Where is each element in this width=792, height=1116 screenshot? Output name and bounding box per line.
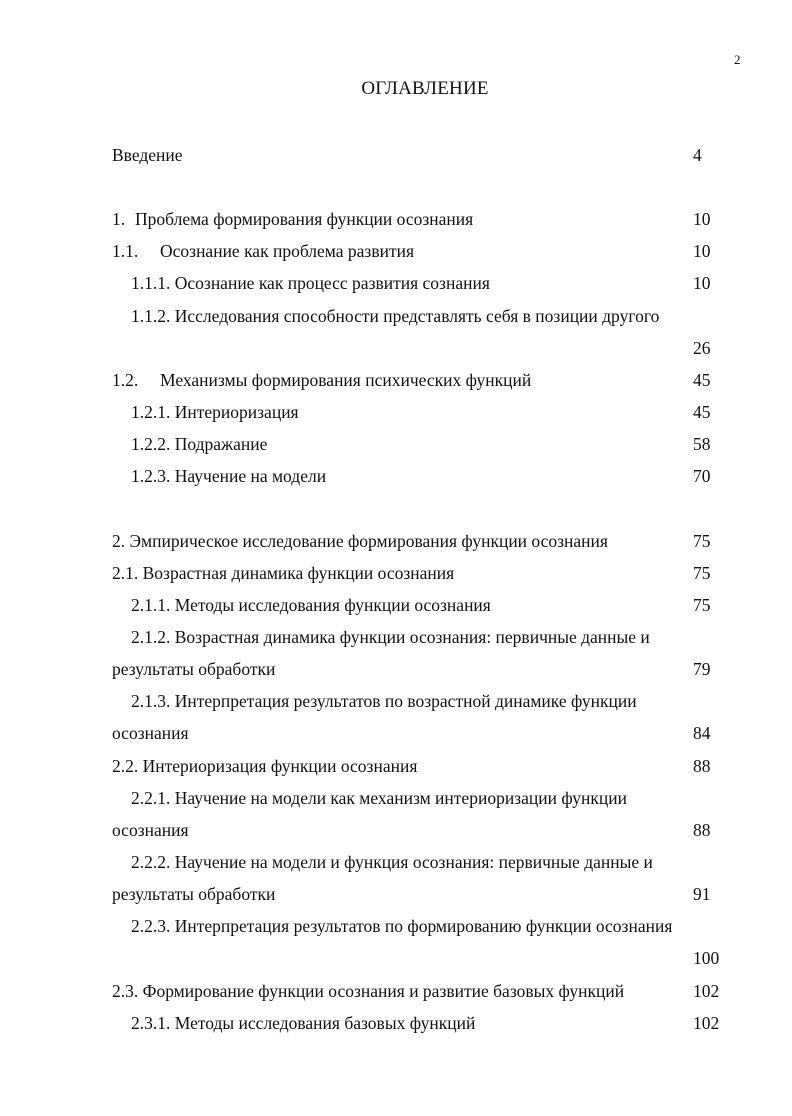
toc-entry-page: 75 — [693, 531, 711, 551]
toc-entry-number: 1.2. — [112, 370, 139, 390]
toc-entry-title: Механизмы формирования психических функций — [160, 370, 532, 390]
toc-entry-page: 102 — [693, 981, 720, 1001]
toc-entry-subsection-2-3-1: 2.3.1. Методы исследования базовых функций — [131, 1013, 476, 1033]
toc-entry-section-2-3: 2.3. Формирование функции осознания и развитие базовых функций — [112, 981, 625, 1001]
toc-entry-page: 102 — [693, 1013, 720, 1033]
toc-entry-title: Проблема формирования функции осознания — [135, 209, 474, 229]
toc-entry-subsection-2-2-1: 2.2.1. Научение на модели как механизм интериоризации функции — [131, 788, 627, 808]
toc-entry-intro — [112, 144, 183, 166]
toc-entry-subsection-1-1-2: 1.1.2. Исследования способности представлять себя в позиции другого — [131, 306, 660, 326]
toc-entry-subsection-2-1-2: 2.1.2. Возрастная динамика функции осознания: первичные данные и — [131, 627, 650, 647]
toc-entry-subsection-2-2-3: 2.2.3. Интерпретация результатов по формированию функции осознания — [131, 916, 673, 936]
toc-entry-subsection-2-2-2-cont: результаты обработки — [112, 884, 276, 904]
toc-entry-chapter-1 — [112, 208, 473, 230]
toc-entry-subsection-2-1-1: 2.1.1. Методы исследования функции осознания — [131, 595, 491, 615]
toc-entry-page: 58 — [693, 434, 711, 454]
toc-entry-page: 45 — [693, 370, 711, 390]
toc-entry-number: 1.1. — [112, 241, 139, 261]
toc-entry-page: 100 — [693, 948, 720, 968]
toc-entry-subsection-1-2-3: 1.2.3. Научение на модели — [131, 466, 327, 486]
toc-entry-subsection-2-1-2-cont: результаты обработки — [112, 659, 276, 679]
toc-entry-subsection-1-1-1: 1.1.1. Осознание как процесс развития сознания — [131, 273, 490, 293]
toc-entry-page: 75 — [693, 595, 711, 615]
toc-entry-page: 10 — [693, 209, 711, 229]
toc-entry-page: 88 — [693, 820, 711, 840]
toc-entry-section-2-2: 2.2. Интериоризация функции осознания — [112, 756, 418, 776]
toc-entry-page: 26 — [693, 338, 711, 358]
toc-entry-page: 91 — [693, 884, 711, 904]
toc-entry-chapter-2: 2. Эмпирическое исследование формирования функции осознания — [112, 531, 608, 551]
toc-entry-subsection-1-2-2: 1.2.2. Подражание — [131, 434, 268, 454]
toc-entry-page: 45 — [693, 402, 711, 422]
toc-entry-title: Осознание как проблема развития — [160, 241, 415, 261]
page-number: 2 — [734, 52, 741, 67]
toc-entry-page: 4 — [693, 145, 702, 165]
toc-entry-page: 10 — [693, 241, 711, 261]
toc-entry-number: 1. — [112, 209, 126, 229]
toc-entry-section-1-1 — [112, 240, 414, 262]
toc-entry-subsection-1-2-1: 1.2.1. Интериоризация — [131, 402, 299, 422]
toc-entry-section-1-2 — [112, 369, 531, 391]
toc-entry-section-2-1: 2.1. Возрастная динамика функции осознания — [112, 563, 455, 583]
toc-entry-title: Введение — [112, 145, 183, 165]
toc-entry-subsection-2-2-1-cont: осознания — [112, 820, 189, 840]
page-title: ОГЛАВЛЕНИЕ — [361, 78, 489, 99]
toc-entry-page: 10 — [693, 273, 711, 293]
toc-entry-page: 70 — [693, 466, 711, 486]
toc-entry-page: 75 — [693, 563, 711, 583]
toc-entry-subsection-2-2-2: 2.2.2. Научение на модели и функция осознания: первичные данные и — [131, 852, 653, 872]
toc-entry-page: 88 — [693, 756, 711, 776]
toc-entry-page: 79 — [693, 659, 711, 679]
toc-entry-subsection-2-1-3: 2.1.3. Интерпретация результатов по возрастной динамике функции — [131, 691, 637, 711]
toc-entry-page: 84 — [693, 723, 711, 743]
toc-entry-subsection-2-1-3-cont: осознания — [112, 723, 189, 743]
